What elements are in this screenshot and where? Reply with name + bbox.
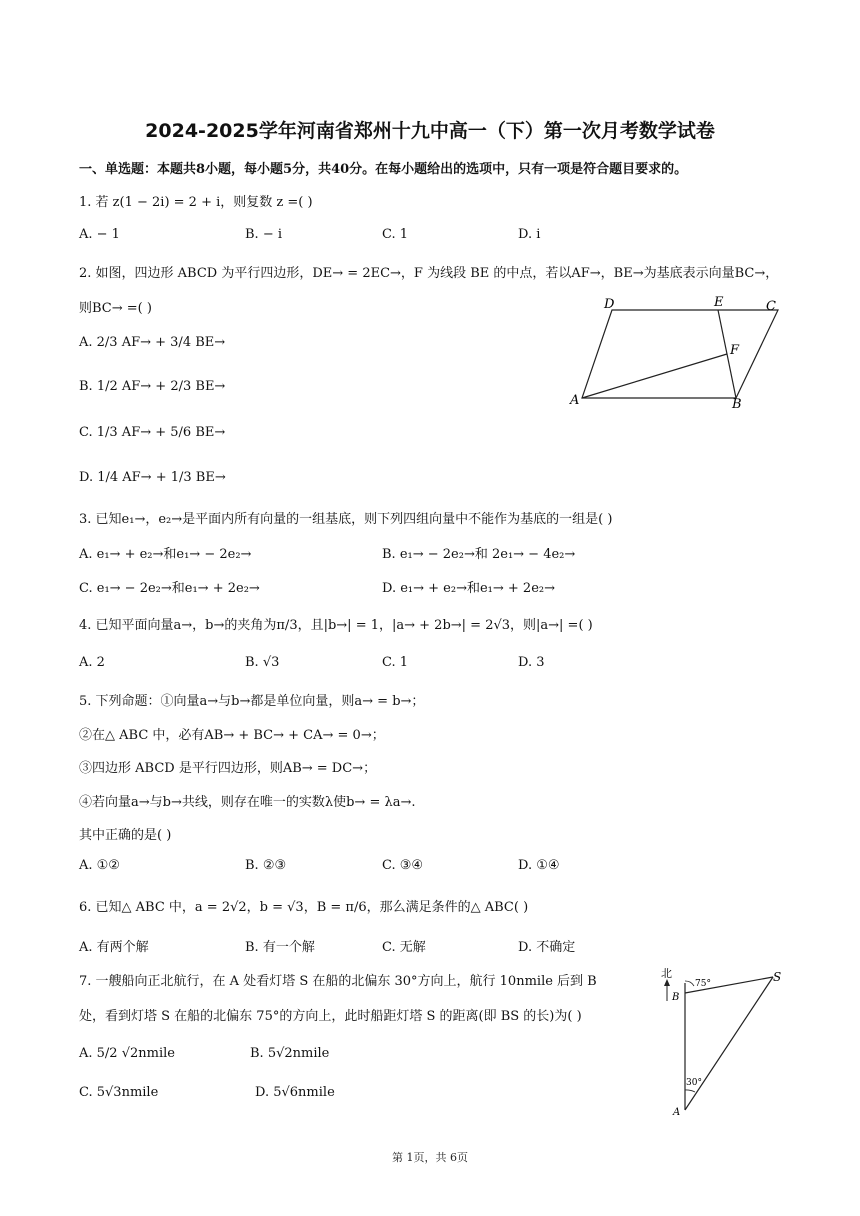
q1-option-a: A. − 1 <box>79 227 120 242</box>
label-f: F <box>730 343 740 358</box>
q3-stem: 3. 已知e₁→，e₂→是平面内所有向量的一组基底，则下列四组向量中不能作为基底的一组是( ) <box>79 512 613 527</box>
angle-75-label: 75° <box>695 979 711 989</box>
q7-stem: 7. 一艘船向正北航行，在 A 处看灯塔 S 在船的北偏东 30°方向上，航行 10nmile 后到 B <box>79 974 597 989</box>
q2-stem: 2. 如图，四边形 ABCD 为平行四边形，DE→ = 2EC→，F 为线段 BE 的中点，若以AF→，BE→为基底表示向量BC→， <box>79 266 779 281</box>
label-e: E <box>714 295 724 310</box>
label-c: C <box>766 299 776 314</box>
q7-option-b: B. 5√2nmile <box>250 1046 330 1061</box>
q3-option-c: C. e₁→ − 2e₂→和e₁→ + 2e₂→ <box>79 581 260 596</box>
q1-option-b: B. − i <box>245 227 283 242</box>
q4-option-b: B. √3 <box>245 655 280 670</box>
section-heading: 一、单选题：本题共8小题，每小题5分，共40分。在每小题给出的选项中，只有一项是符合题目要求的。 <box>79 162 688 177</box>
q2-option-a: A. 2/3 AF→ + 3/4 BE→ <box>79 335 226 350</box>
q1-stem: 1. 若 z(1 − 2i) = 2 + i，则复数 z =( ) <box>79 195 313 210</box>
parallelogram-figure <box>568 292 788 412</box>
q7-option-c: C. 5√3nmile <box>79 1085 159 1100</box>
q7-option-a: A. 5/2 √2nmile <box>79 1046 175 1061</box>
q7-option-d: D. 5√6nmile <box>255 1085 335 1100</box>
label-a: A <box>570 393 580 408</box>
q1-option-c: C. 1 <box>382 227 409 242</box>
q5-option-c: C. ③④ <box>382 858 424 873</box>
q2-option-d: D. 1/4 AF→ + 1/3 BE→ <box>79 470 226 485</box>
q5-line-2: ②在△ ABC 中，必有AB→ + BC→ + CA→ = 0→； <box>79 728 385 743</box>
angle-30-label: 30° <box>686 1078 702 1088</box>
page-footer: 第 1页，共 6页 <box>392 1151 468 1164</box>
q2-option-c: C. 1/3 AF→ + 5/6 BE→ <box>79 425 226 440</box>
q5-line-3: ③四边形 ABCD 是平行四边形，则AB→ = DC→； <box>79 761 377 776</box>
q6-stem: 6. 已知△ ABC 中，a = 2√2，b = √3，B = π/6，那么满足条件的△ ABC( ) <box>79 900 529 915</box>
q5-line-4: ④若向量a→与b→共线，则存在唯一的实数λ使b→ = λa→. <box>79 795 416 810</box>
q4-option-a: A. 2 <box>79 655 105 670</box>
q4-option-d: D. 3 <box>518 655 545 670</box>
q5-option-b: B. ②③ <box>245 858 287 873</box>
q2-stem-cont: 则BC→ =( ) <box>79 301 152 316</box>
q4-option-c: C. 1 <box>382 655 409 670</box>
q3-option-a: A. e₁→ + e₂→和e₁→ − 2e₂→ <box>79 547 252 562</box>
q3-option-d: D. e₁→ + e₂→和e₁→ + 2e₂→ <box>382 581 555 596</box>
q7-stem-cont: 处，看到灯塔 S 在船的北偏东 75°的方向上，此时船距灯塔 S 的距离(即 BS 的长)为( ) <box>79 1009 582 1024</box>
label-a: A <box>673 1107 681 1118</box>
label-b: B <box>672 992 680 1003</box>
navigation-figure <box>655 965 790 1120</box>
label-d: D <box>604 297 615 312</box>
q6-option-d: D. 不确定 <box>518 940 576 955</box>
q3-option-b: B. e₁→ − 2e₂→和 2e₁→ − 4e₂→ <box>382 547 576 562</box>
q1-option-d: D. i <box>518 227 541 242</box>
page-title: 2024-2025学年河南省郑州十九中高一（下）第一次月考数学试卷 <box>145 120 715 142</box>
q5-option-a: A. ①② <box>79 858 120 873</box>
q6-option-a: A. 有两个解 <box>79 940 149 955</box>
q5-stem: 5. 下列命题：①向量a→与b→都是单位向量，则a→ = b→； <box>79 694 425 709</box>
label-b: B <box>732 397 742 412</box>
q5-option-d: D. ①④ <box>518 858 560 873</box>
q6-option-b: B. 有一个解 <box>245 940 315 955</box>
q6-option-c: C. 无解 <box>382 940 426 955</box>
north-label: 北 <box>661 967 672 980</box>
q4-stem: 4. 已知平面向量a→，b→的夹角为π/3，且|b→| = 1，|a→ + 2b→| = 2√3，则|a→| =( ) <box>79 618 593 633</box>
label-s: S <box>773 970 782 984</box>
q5-line-5: 其中正确的是( ) <box>79 828 172 843</box>
q2-option-b: B. 1/2 AF→ + 2/3 BE→ <box>79 379 226 394</box>
